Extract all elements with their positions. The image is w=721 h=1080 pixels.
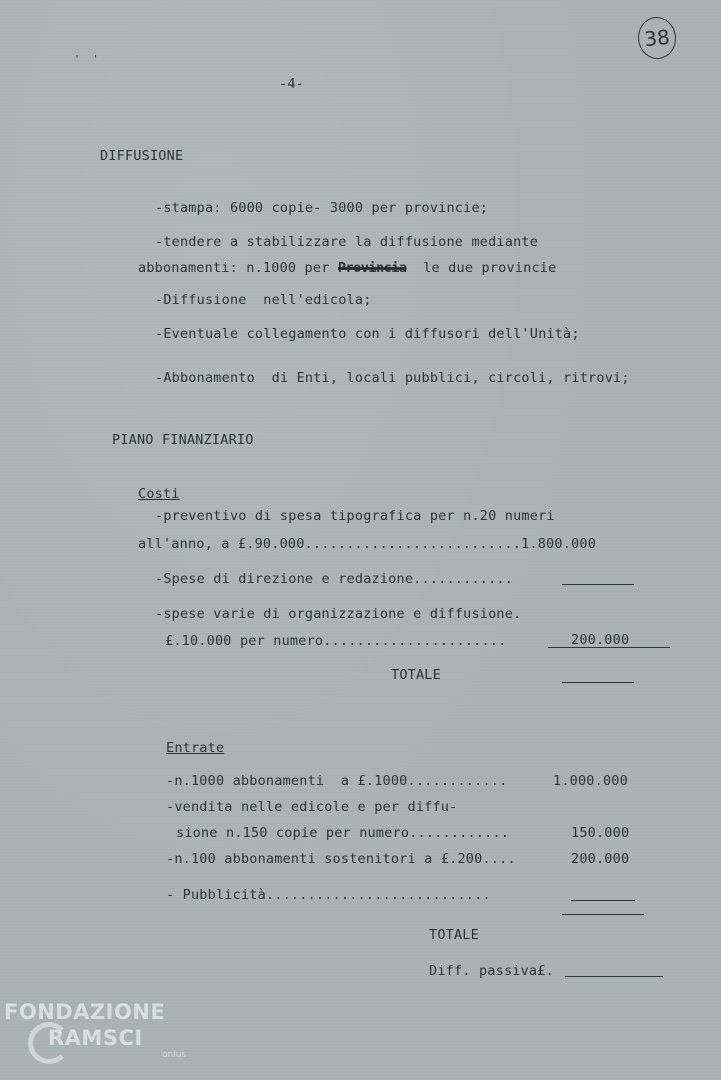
entrate-line-pubblicita: - Pubblicità........................... bbox=[166, 887, 491, 903]
watermark-gramsci: RAMSCI bbox=[48, 1026, 143, 1050]
costi-line-anno: all'anno, a £.90.000..........................1.800.000 bbox=[138, 536, 597, 552]
corner-marks: ' ' bbox=[74, 54, 99, 65]
costi-line-per-numero: £.10.000 per numero...................... bbox=[165, 633, 507, 649]
diffusione-line-collegamento: -Eventuale collegamento con i diffusori dell'Unità; bbox=[155, 326, 580, 342]
costi-line-spese-varie: -spese varie di organizzazione e diffusione. bbox=[155, 606, 522, 622]
entrate-line-vendita: -vendita nelle edicole e per diffu- bbox=[166, 799, 458, 815]
entrate-amount-copie: 150.000 bbox=[571, 825, 630, 841]
diffusione-line-abbonamento-enti: -Abbonamento di Enti, locali pubblici, circoli, ritrovi; bbox=[155, 370, 630, 386]
archive-number-stamp: 38 bbox=[636, 15, 678, 61]
abbonamenti-text-end: le due provincie bbox=[423, 260, 557, 276]
costi-line-direzione: -Spese di direzione e redazione............ bbox=[155, 571, 514, 587]
piano-heading: PIANO FINANZIARIO bbox=[112, 432, 254, 448]
watermark-fondazione: FONDAZIONE bbox=[4, 1000, 166, 1024]
costi-heading: Costi bbox=[138, 486, 180, 502]
diff-passiva-label: Diff. passiva£. bbox=[429, 963, 554, 979]
entrate-amount-sostenitori: 200.000 bbox=[571, 851, 630, 867]
diffusione-line-abbonamenti bbox=[138, 260, 556, 276]
entrate-totale-label: TOTALE bbox=[429, 927, 479, 943]
diffusione-line-stampa: -stampa: 6000 copie- 3000 per provincie; bbox=[155, 200, 489, 216]
diffusione-line-tendere: -tendere a stabilizzare la diffusione mediante bbox=[155, 234, 539, 250]
sum-line bbox=[562, 914, 644, 915]
abbonamenti-text: abbonamenti: n.1000 per bbox=[138, 260, 330, 276]
totale-amount-line bbox=[562, 682, 634, 683]
diffusione-heading: DIFFUSIONE bbox=[100, 148, 184, 164]
sum-line bbox=[548, 647, 670, 648]
blank-amount-line bbox=[562, 584, 634, 585]
watermark-onlus: onlus bbox=[162, 1050, 187, 1060]
entrate-line-abbonamenti: -n.1000 abbonamenti a £.1000............ bbox=[166, 773, 508, 789]
entrate-amount-abbonamenti: 1.000.000 bbox=[553, 773, 628, 789]
struck-word: Provincia bbox=[337, 260, 407, 276]
entrate-heading: Entrate bbox=[166, 740, 225, 756]
costi-line-preventivo: -preventivo di spesa tipografica per n.20 numeri bbox=[155, 508, 555, 524]
entrate-line-sostenitori: -n.100 abbonamenti sostenitori a £.200.... bbox=[166, 851, 516, 867]
blank-amount-line bbox=[571, 900, 635, 901]
page-number: -4- bbox=[279, 76, 304, 92]
costi-amount-per-numero: 200.000 bbox=[571, 632, 630, 648]
entrate-line-copie: sione n.150 copie per numero............ bbox=[176, 825, 510, 841]
diff-passiva-line bbox=[565, 976, 663, 977]
costi-totale-label: TOTALE bbox=[391, 667, 441, 683]
diffusione-line-edicola: -Diffusione nell'edicola; bbox=[155, 292, 372, 308]
